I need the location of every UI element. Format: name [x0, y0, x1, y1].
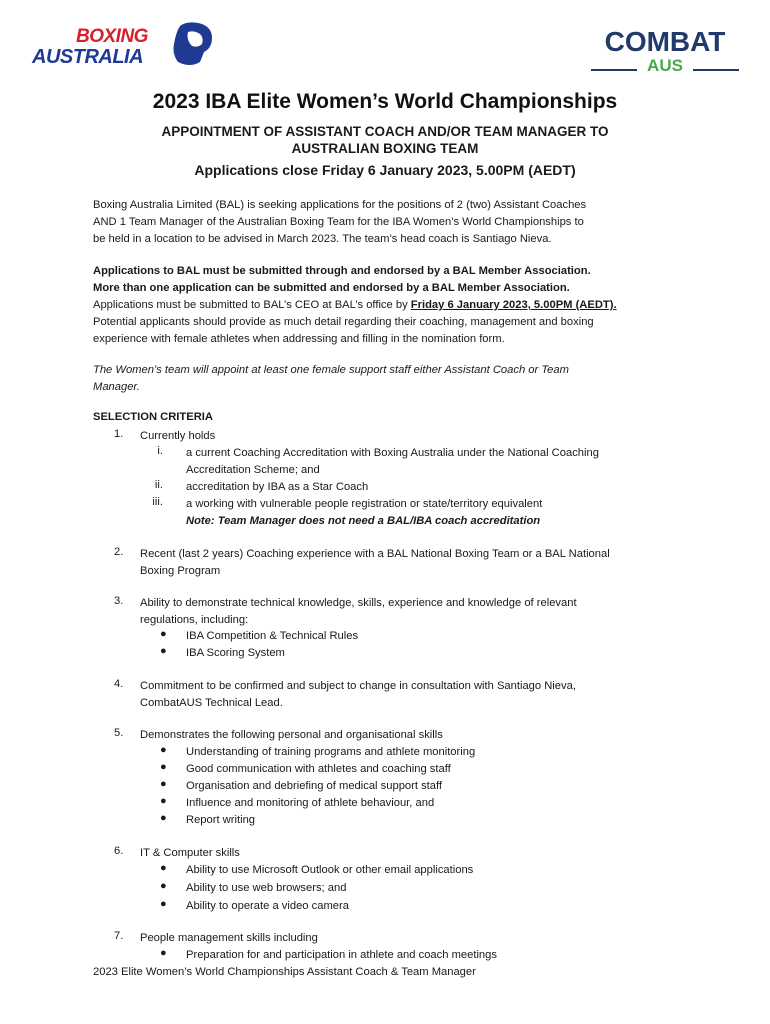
bullet-icon: ●	[160, 812, 167, 824]
bullet-icon: ●	[160, 862, 167, 874]
submission-line-3	[93, 297, 677, 314]
bullet-icon: ●	[160, 645, 167, 657]
criterion-6-bullet-1: Ability to use Microsoft Outlook or other email applications	[186, 864, 474, 876]
combat-aus-logo	[585, 26, 745, 82]
intro-line-3: be held in a location to be advised in March 2023. The team’s head coach is Santiago Nieva.	[93, 233, 552, 245]
criterion-1-note: Note: Team Manager does not need a BAL/IBA coach accreditation	[186, 515, 541, 527]
intro-line-2: AND 1 Team Manager of the Australian Boxing Team for the IBA Women’s World Championships to	[93, 216, 584, 228]
bullet-icon: ●	[160, 761, 167, 773]
criterion-6-bullet-3: Ability to operate a video camera	[186, 900, 349, 912]
criterion-6-bullet-2: Ability to use web browsers; and	[186, 882, 347, 894]
logo-text-boxing: BOXING	[76, 26, 148, 47]
criterion-4-line-1: Commitment to be confirmed and subject to change in consultation with Santiago Nieva,	[140, 680, 576, 692]
criterion-6-text: IT & Computer skills	[140, 847, 240, 859]
criterion-3-number: 3.	[114, 595, 124, 607]
criterion-6-number: 6.	[114, 845, 124, 857]
bullet-icon: ●	[160, 628, 167, 640]
bullet-icon: ●	[160, 898, 167, 910]
subtitle-line-2: AUSTRALIAN BOXING TEAM	[291, 141, 479, 156]
criterion-1-text: Currently holds	[140, 430, 216, 442]
submission-bold-line-2: More than one application can be submitted and endorsed by a BAL Member Association.	[93, 282, 570, 294]
criterion-5-bullet-5: Report writing	[186, 814, 256, 826]
subtitle-line-1: APPOINTMENT OF ASSISTANT COACH AND/OR TEAM MANAGER TO	[161, 124, 609, 139]
criterion-3-line-2: regulations, including:	[140, 614, 249, 626]
boxing-australia-logo	[30, 20, 230, 72]
criterion-3-bullet-1: IBA Competition & Technical Rules	[186, 630, 359, 642]
bullet-icon: ●	[160, 778, 167, 790]
logo-text-aus: AUS	[647, 56, 683, 75]
logo-text-combat: COMBAT	[604, 26, 726, 57]
criterion-7-number: 7.	[114, 930, 124, 942]
submission-line-4: Potential applicants should provide as much detail regarding their coaching, management and boxing	[93, 316, 594, 328]
criterion-2-line-2: Boxing Program	[140, 565, 221, 577]
criterion-1-number: 1.	[114, 428, 124, 440]
criterion-5-bullet-1: Understanding of training programs and athlete monitoring	[186, 746, 476, 758]
criterion-5-number: 5.	[114, 727, 124, 739]
criterion-1-sub-iii-number: iii.	[152, 496, 163, 508]
bullet-icon: ●	[160, 744, 167, 756]
criterion-5-bullet-2: Good communication with athletes and coaching staff	[186, 763, 451, 775]
note-line-1: The Women’s team will appoint at least one female support staff either Assistant Coach or Team	[93, 364, 569, 376]
bullet-icon: ●	[160, 947, 167, 959]
submission-line-5: experience with female athletes when addressing and filling in the nomination form.	[93, 333, 505, 345]
criterion-1-sub-i-number: i.	[157, 445, 163, 457]
criterion-5-text: Demonstrates the following personal and organisational skills	[140, 729, 443, 741]
criterion-1-sub-i-line-2: Accreditation Scheme; and	[186, 464, 320, 476]
page-footer: 2023 Elite Women’s World Championships Assistant Coach & Team Manager	[93, 966, 476, 978]
page-title: 2023 IBA Elite Women’s World Championships	[152, 90, 618, 113]
bullet-icon: ●	[160, 880, 167, 892]
criterion-1-sub-ii-number: ii.	[154, 479, 163, 491]
criterion-1-sub-ii-text: accreditation by IBA as a Star Coach	[186, 481, 369, 493]
logo-divider-right	[693, 69, 739, 71]
bullet-icon: ●	[160, 795, 167, 807]
criterion-7-bullet-1: Preparation for and participation in athlete and coach meetings	[186, 949, 497, 961]
deadline-heading: Applications close Friday 6 January 2023, 5.00PM (AEDT)	[194, 162, 576, 178]
criterion-5-bullet-3: Organisation and debriefing of medical support staff	[186, 780, 443, 792]
criterion-5-bullet-4: Influence and monitoring of athlete behaviour, and	[186, 797, 435, 809]
criterion-1-sub-i-line-1: a current Coaching Accreditation with Boxing Australia under the National Coaching	[186, 447, 599, 459]
criterion-3-line-1: Ability to demonstrate technical knowledge, skills, experience and knowledge of relevant	[140, 597, 577, 609]
submission-bold-line-1: Applications to BAL must be submitted through and endorsed by a BAL Member Association.	[93, 265, 591, 277]
criterion-4-line-2: CombatAUS Technical Lead.	[140, 697, 283, 709]
criterion-1-sub-iii-text: a working with vulnerable people registration or state/territory equivalent	[186, 498, 543, 510]
criterion-4-number: 4.	[114, 678, 124, 690]
note-line-2: Manager.	[93, 381, 140, 393]
criterion-2-line-1: Recent (last 2 years) Coaching experience with a BAL National Boxing Team or a BAL National	[140, 548, 610, 560]
submission-line-3-text: Applications must be submitted to BAL’s CEO at BAL’s office by	[93, 299, 411, 311]
criterion-3-bullet-2: IBA Scoring System	[186, 647, 285, 659]
criterion-7-text: People management skills including	[140, 932, 318, 944]
intro-line-1: Boxing Australia Limited (BAL) is seeking applications for the positions of 2 (two) Assistant Coaches	[93, 199, 587, 211]
criterion-2-number: 2.	[114, 546, 124, 558]
logo-text-australia: AUSTRALIA	[32, 46, 144, 68]
submission-deadline-date: Friday 6 January 2023, 5.00PM (AEDT).	[410, 299, 617, 311]
criteria-heading: SELECTION CRITERIA	[93, 411, 213, 423]
